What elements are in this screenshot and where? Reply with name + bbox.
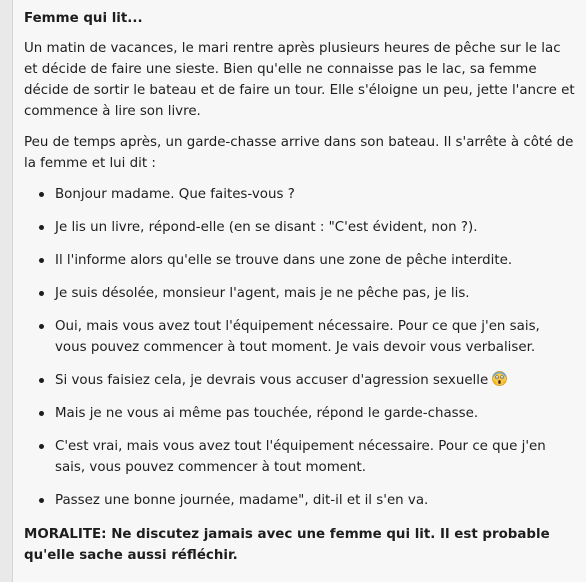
post-title: Femme qui lit... bbox=[24, 11, 143, 26]
face-screaming-in-fear-icon bbox=[492, 371, 507, 386]
list-item-text: Passez une bonne journée, madame", dit-il et il s'en va. bbox=[55, 493, 429, 508]
list-item-text: Je lis un livre, répond-elle (en se disant : "C'est évident, non ?). bbox=[55, 220, 478, 235]
list-item-text: Il l'informe alors qu'elle se trouve dans une zone de pêche interdite. bbox=[55, 253, 513, 268]
list-item-text: Je suis désolée, monsieur l'agent, mais je ne pêche pas, je lis. bbox=[55, 286, 470, 301]
paragraph-warden: Peu de temps après, un garde-chasse arrive dans son bateau. Il s'arrête à côté de la femme et lui dit : bbox=[24, 135, 574, 171]
list-item bbox=[24, 217, 586, 238]
list-item-text: Bonjour madame. Que faites-vous ? bbox=[55, 187, 295, 202]
paragraph-intro: Un matin de vacances, le mari rentre après plusieurs heures de pêche sur le lac et décide de faire une sieste. Bien qu'elle ne connaisse pas le lac, sa femme décide de sortir le bateau et de faire un tour. Elle s'éloigne un peu, jette l'ancre et commence à lire son livre. bbox=[24, 41, 575, 119]
list-item bbox=[24, 283, 586, 304]
post-content bbox=[12, 0, 586, 582]
list-item bbox=[24, 316, 586, 358]
list-item-text: C'est vrai, mais vous avez tout l'équipement nécessaire. Pour ce que j'en sais, vous pouvez commencer à tout moment. bbox=[55, 439, 546, 475]
list-item bbox=[24, 436, 586, 478]
dialogue-list bbox=[24, 184, 586, 511]
moral-text: MORALITE: Ne discutez jamais avec une femme qui lit. Il est probable qu'elle sache aussi réfléchir. bbox=[24, 527, 550, 563]
list-item-text: Si vous faisiez cela, je devrais vous accuser d'agression sexuelle bbox=[55, 373, 489, 388]
list-item-text: Mais je ne vous ai même pas touchée, répond le garde-chasse. bbox=[55, 406, 479, 421]
list-item bbox=[24, 184, 586, 205]
list-item bbox=[24, 490, 586, 511]
list-item bbox=[24, 370, 586, 391]
list-item bbox=[24, 403, 586, 424]
list-item bbox=[24, 250, 586, 271]
list-item-text: Oui, mais vous avez tout l'équipement nécessaire. Pour ce que j'en sais, vous pouvez commencer à tout moment. Je vais devoir vous verbaliser. bbox=[55, 319, 540, 355]
